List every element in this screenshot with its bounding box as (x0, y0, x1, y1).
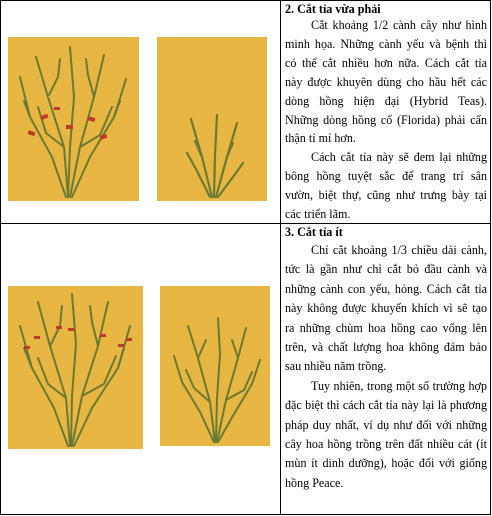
rose-bush-before-moderate-pruning-image (8, 37, 139, 201)
paragraph: Cách cắt tỉa này sẽ đem lại những bông hồng tuyệt sắc để trang trí sân vườn, biệt thự, cũng như trưng bày tại các triển lãm. (285, 150, 487, 222)
paragraph: Chỉ cắt khoảng 1/3 chiều dài cành, tức là gần như chỉ cắt bỏ đầu cành và những cành con yếu, hỏng. Cách cắt tỉa này không được khuyến khích vì sẽ tạo ra những chùm hoa hồng cao vống lên trên, và chất lượng hoa không đảm bảo sau nhiều năm trồng. (285, 243, 487, 374)
section-heading-moderate-pruning: 2. Cắt tỉa vừa phải (285, 2, 381, 16)
light-pruning-text-cell (285, 225, 487, 493)
rose-bush-before-light-pruning-image (8, 286, 143, 449)
paragraph: Tuy nhiên, trong một số trường hợp đặc biệt thì cách cắt tỉa này lại là phương pháp duy nhất, ví dụ như đối với những cây hoa hồng trồng trên đất nhiều cát (ít mùn ít dinh dưỡng), hoặc đối với giống hồng Peace. (285, 378, 487, 490)
moderate-pruning-text-cell (285, 2, 487, 224)
column-divider (280, 0, 281, 515)
paragraph: Cắt khoảng 1/2 cành cây như hình minh họa. Những cành yếu và bệnh thì có thể cắt nhiều hơn nữa. Cách cắt tỉa này được khuyên dùng cho hầu hết các dòng hồng hiện đại (Hybrid Teas). Những dòng hồng cổ (Florida) phải cẩn thận tỉ mỉ hơn. (285, 18, 487, 146)
rose-bush-after-moderate-pruning-image (157, 37, 267, 201)
section-heading-light-pruning: 3. Cắt tỉa ít (285, 225, 343, 239)
rose-bush-after-light-pruning-image (160, 286, 270, 446)
